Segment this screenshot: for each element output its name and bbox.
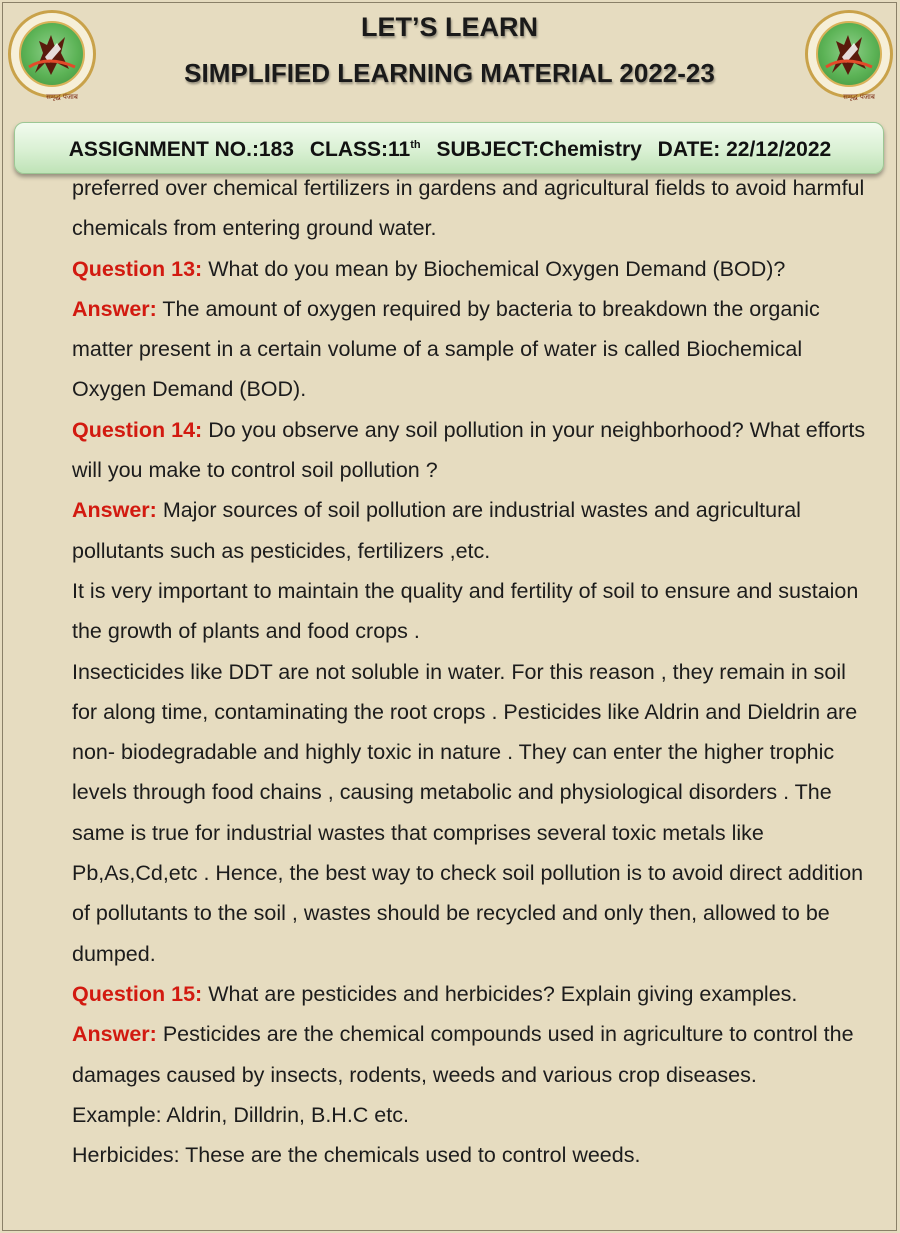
assignment-bar (14, 122, 884, 174)
question-13: Question 13: What do you mean by Biochemical Oxygen Demand (BOD)? (72, 256, 786, 281)
assignment-info (15, 123, 885, 171)
question-14: Question 14: Do you observe any soil pollution in your neighborhood? What efforts will you make to control soil pollution ? (72, 417, 866, 483)
answer-15-herbicides: Herbicides: These are the chemicals used to control weeds. (72, 1143, 641, 1168)
answer-15: Answer: Pesticides are the chemical compounds used in agriculture to control the damages caused by insects, rodents, weeds and various crop diseases. (72, 1022, 854, 1087)
page-header (0, 0, 899, 118)
page-subtitle: SIMPLIFIED LEARNING MATERIAL 2022-23 (184, 58, 715, 88)
answer-14-paragraph-3: Insecticides like DDT are not soluble in water. For this reason , they remain in soil for along time, contaminating the root crops . Pesticides like Aldrin and Dieldrin are non- biodegradable and highly toxic in nature . They can enter the higher trophic levels through food chains , causing metabolic and physiological disorders . The same is true for industrial wastes that comprises several toxic metals like Pb,As,Cd,etc . Hence, the best way to check soil pollution is to avoid direct addition of pollutants to the soil , wastes should be recycled and only then, allowed to be dumped. (72, 659, 864, 966)
assignment-number: ASSIGNMENT NO.:183 (68, 138, 294, 161)
logo-caption: समृद्ध पंजाब (46, 93, 78, 101)
logo-caption: समृद्ध पंजाब (843, 93, 875, 101)
page-title: LET’S LEARN (360, 12, 538, 42)
class-label: CLASS:11th (309, 138, 421, 161)
subject-label: SUBJECT:Chemistry (436, 138, 642, 161)
document-body (72, 168, 872, 1175)
answer-15-example: Example: Aldrin, Dilldrin, B.H.C etc. (72, 1102, 409, 1127)
answer-13: Answer: The amount of oxygen required by bacteria to breakdown the organic matter present in a certain volume of a sample of water is called Biochemical Oxygen Demand (BOD). (72, 296, 820, 402)
intro-paragraph: preferred over chemical fertilizers in gardens and agricultural fields to avoid harmful chemicals from entering ground water. (72, 176, 865, 241)
answer-14: Answer: Major sources of soil pollution are industrial wastes and agricultural pollutants such as pesticides, fertilizers ,etc. (72, 498, 801, 563)
answer-14-paragraph-2: It is very important to maintain the quality and fertility of soil to ensure and sustaion the growth of plants and food crops . (72, 578, 859, 644)
logo-right (805, 10, 893, 101)
date-label: DATE: 22/12/2022 (657, 138, 832, 161)
question-15: Question 15: What are pesticides and herbicides? Explain giving examples. (72, 981, 798, 1006)
